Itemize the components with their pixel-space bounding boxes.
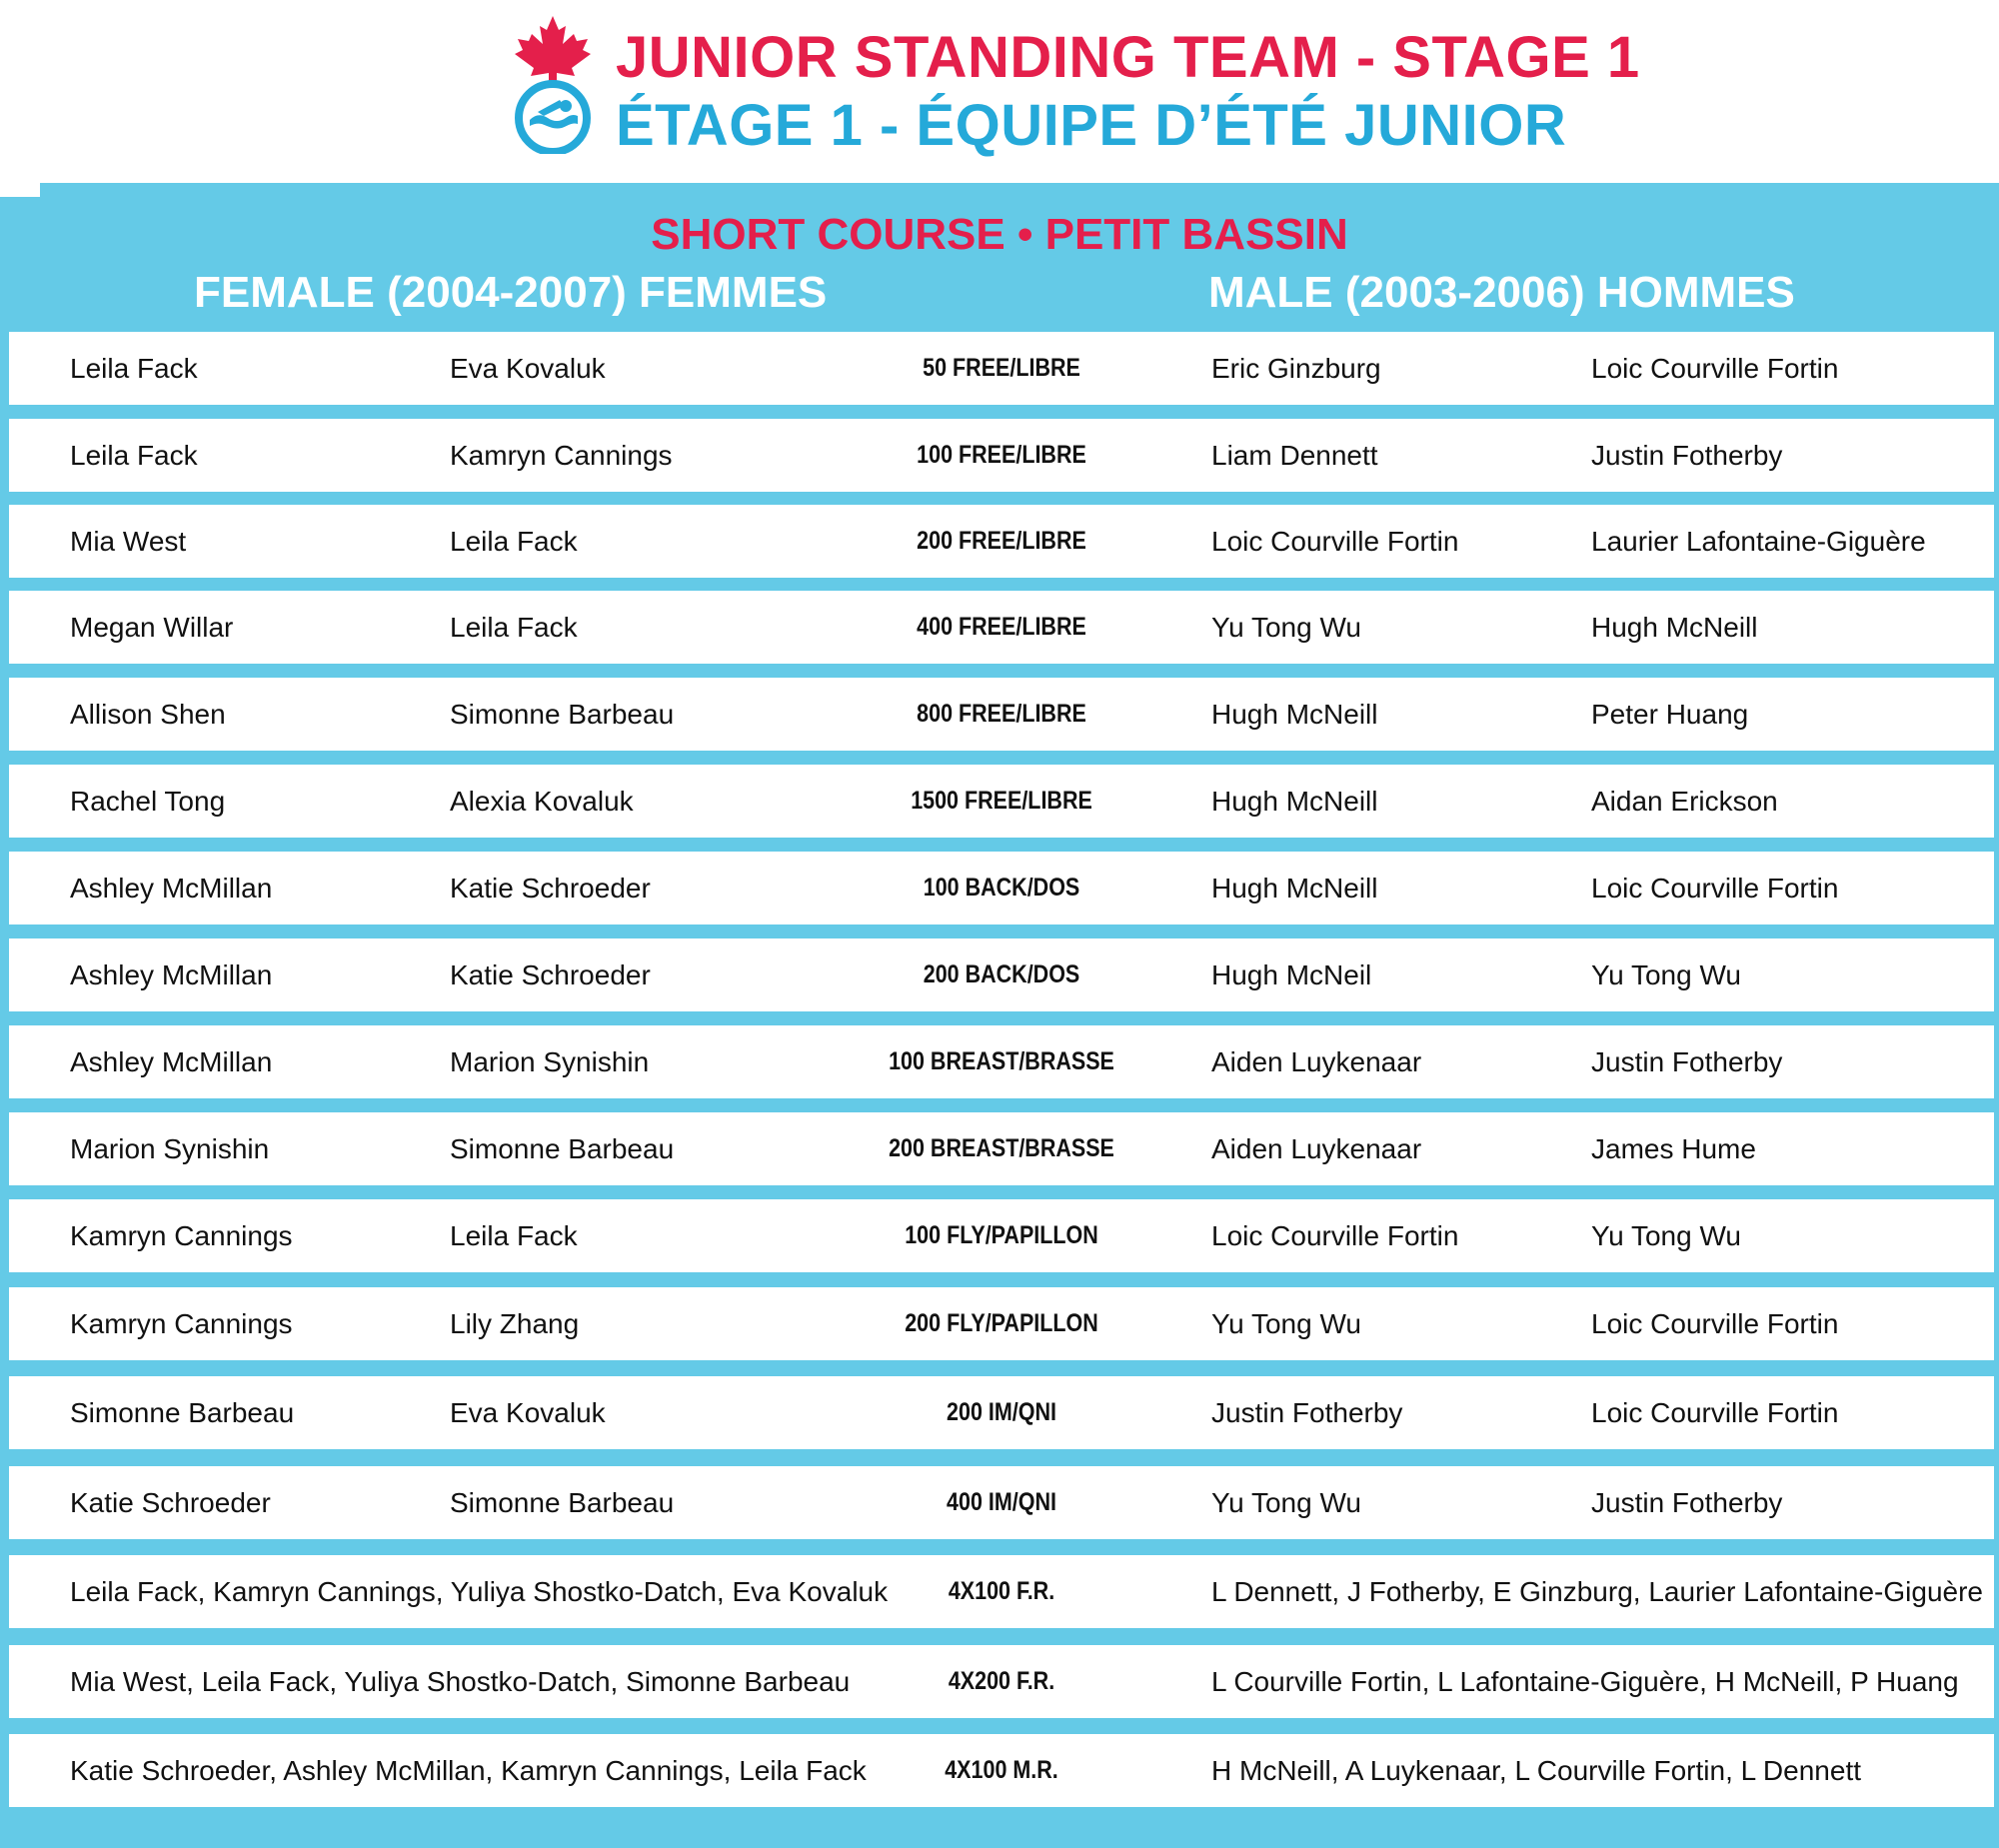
table-row [9,852,1994,924]
swimmer-icon [530,115,578,129]
male-second: Yu Tong Wu [1591,1220,1741,1251]
female-relay-team: Leila Fack, Kamryn Cannings, Yuliya Shostko-Datch, Eva Kovaluk [70,1576,889,1607]
male-second: James Hume [1591,1133,1756,1164]
male-second: Justin Fotherby [1591,440,1783,471]
female-column-heading: FEMALE (2004-2007) FEMMES [194,268,828,317]
male-relay-team: H McNeill, A Luykenaar, L Courville Fortin, L Dennett [1211,1755,1862,1786]
male-first: Yu Tong Wu [1211,1487,1361,1518]
event-name: 800 FREE/LIBRE [917,700,1086,728]
male-relay-team: L Courville Fortin, L Lafontaine-Giguère, H McNeill, P Huang [1211,1666,1959,1697]
maple-leaf-swimmer-logo [508,14,598,154]
male-second: Loic Courville Fortin [1591,1308,1839,1339]
maple-leaf-icon [515,16,591,86]
male-first: Aiden Luykenaar [1211,1046,1422,1077]
male-second: Justin Fotherby [1591,1046,1783,1077]
female-first: Ashley McMillan [70,873,273,904]
female-first: Kamryn Cannings [70,1308,293,1339]
male-relay-team: L Dennett, J Fotherby, E Ginzburg, Laurier Lafontaine-Giguère [1211,1576,1983,1607]
female-second: Eva Kovaluk [450,353,606,384]
female-first: Kamryn Cannings [70,1220,293,1251]
relay-row [9,1645,1994,1718]
female-second: Katie Schroeder [450,959,651,990]
female-first: Leila Fack [70,440,198,471]
table-row [9,765,1994,838]
table-row [9,1376,1994,1449]
table-row [9,1025,1994,1098]
table-row [9,1466,1994,1539]
male-second: Laurier Lafontaine-Giguère [1591,526,1926,557]
female-second: Lily Zhang [450,1308,580,1339]
female-first: Rachel Tong [70,786,226,817]
page-title-french: ÉTAGE 1 - ÉQUIPE D’ÉTÉ JUNIOR [616,93,1567,158]
male-first: Loic Courville Fortin [1211,1220,1459,1251]
male-column-heading: MALE (2003-2006) HOMMES [1208,268,1795,317]
page-title-english: JUNIOR STANDING TEAM - STAGE 1 [616,25,1640,90]
event-name: 100 FLY/PAPILLON [905,1221,1098,1249]
table-row [9,938,1994,1011]
relay-row [9,1555,1994,1628]
event-name: 4X100 M.R. [945,1756,1058,1784]
female-second: Katie Schroeder [450,873,651,904]
male-first: Hugh McNeill [1211,873,1378,904]
table-row [9,1287,1994,1360]
relay-row [9,1734,1994,1807]
event-name: 200 IM/QNI [947,1398,1056,1426]
female-first: Megan Willar [70,612,234,643]
female-first: Allison Shen [70,699,226,730]
female-second: Marion Synishin [450,1046,650,1077]
male-first: Hugh McNeill [1211,699,1378,730]
female-second: Leila Fack [450,612,578,643]
event-name: 100 BACK/DOS [923,874,1080,902]
male-second: Hugh McNeill [1591,612,1758,643]
female-second: Leila Fack [450,526,578,557]
male-first: Hugh McNeil [1211,959,1372,990]
table-row [9,419,1994,492]
table-row [9,678,1994,751]
female-second: Simonne Barbeau [450,1133,675,1164]
female-second: Eva Kovaluk [450,1397,606,1428]
male-first: Loic Courville Fortin [1211,526,1459,557]
panel-corner [0,183,40,197]
event-name: 400 FREE/LIBRE [917,613,1086,641]
male-second: Yu Tong Wu [1591,959,1741,990]
course-label: SHORT COURSE • PETIT BASSIN [651,210,1348,259]
male-second: Justin Fotherby [1591,1487,1783,1518]
female-first: Ashley McMillan [70,1046,273,1077]
female-second: Alexia Kovaluk [450,786,634,817]
female-relay-team: Katie Schroeder, Ashley McMillan, Kamryn Cannings, Leila Fack [70,1755,867,1786]
event-name: 100 BREAST/BRASSE [889,1047,1114,1075]
male-first: Hugh McNeill [1211,786,1378,817]
male-second: Loic Courville Fortin [1591,353,1839,384]
event-name: 100 FREE/LIBRE [917,441,1086,469]
male-second: Loic Courville Fortin [1591,873,1839,904]
table-row [9,591,1994,664]
female-first: Simonne Barbeau [70,1397,295,1428]
event-name: 200 BREAST/BRASSE [889,1134,1114,1162]
table-row [9,505,1994,578]
male-first: Yu Tong Wu [1211,612,1361,643]
event-name: 400 IM/QNI [947,1488,1056,1516]
female-relay-team: Mia West, Leila Fack, Yuliya Shostko-Datch, Simonne Barbeau [70,1666,851,1697]
female-second: Leila Fack [450,1220,578,1251]
female-first: Katie Schroeder [70,1487,271,1518]
male-first: Justin Fotherby [1211,1397,1403,1428]
table-row [9,1112,1994,1185]
female-first: Ashley McMillan [70,959,273,990]
male-second: Aidan Erickson [1591,786,1778,817]
event-name: 200 BACK/DOS [923,960,1080,988]
female-second: Kamryn Cannings [450,440,673,471]
male-first: Liam Dennett [1211,440,1378,471]
female-first: Mia West [70,526,187,557]
male-first: Aiden Luykenaar [1211,1133,1422,1164]
female-first: Leila Fack [70,353,198,384]
table-row [9,332,1994,405]
event-name: 50 FREE/LIBRE [923,354,1080,382]
female-second: Simonne Barbeau [450,1487,675,1518]
event-name: 4X200 F.R. [948,1667,1055,1695]
male-first: Eric Ginzburg [1211,353,1381,384]
page-header [0,0,1999,183]
male-first: Yu Tong Wu [1211,1308,1361,1339]
event-name: 1500 FREE/LIBRE [911,787,1092,815]
female-second: Simonne Barbeau [450,699,675,730]
event-name: 4X100 F.R. [948,1577,1055,1605]
female-first: Marion Synishin [70,1133,270,1164]
event-name: 200 FREE/LIBRE [917,527,1086,555]
male-second: Peter Huang [1591,699,1749,730]
event-name: 200 FLY/PAPILLON [905,1309,1098,1337]
male-second: Loic Courville Fortin [1591,1397,1839,1428]
table-row [9,1199,1994,1272]
